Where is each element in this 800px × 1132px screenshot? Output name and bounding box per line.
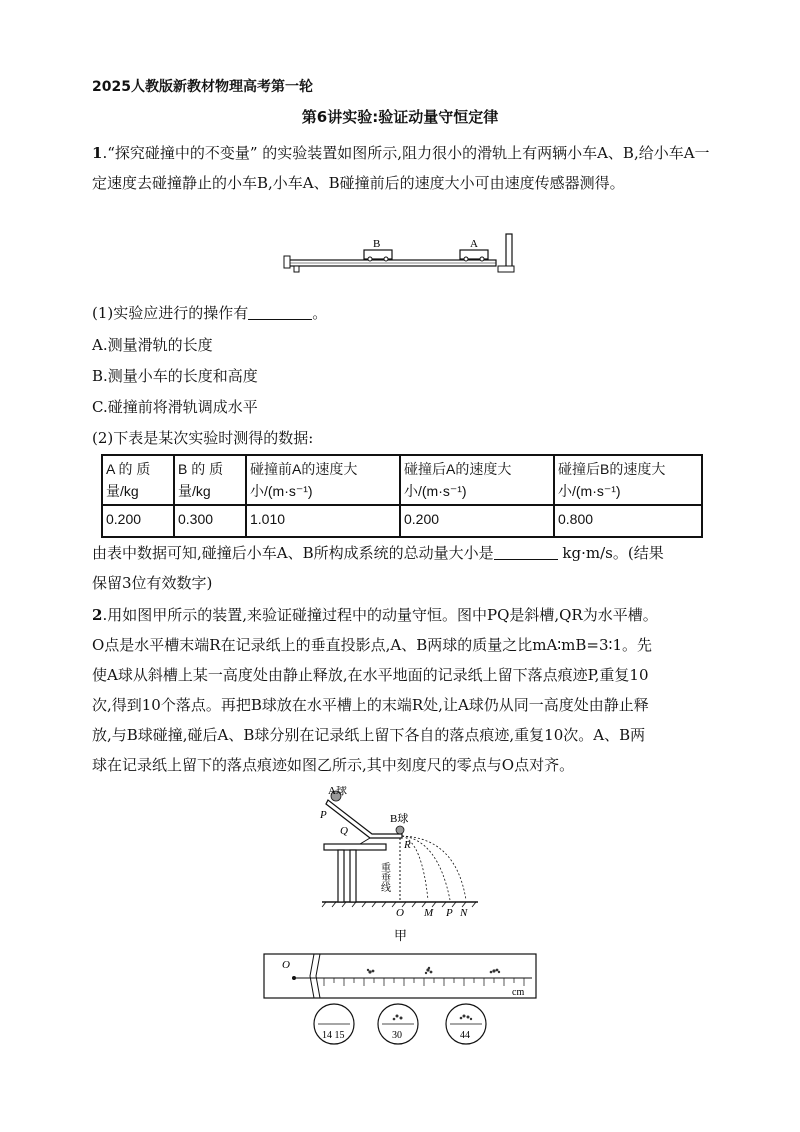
part-2-answer-note: 保留3位有效数字) — [92, 574, 213, 592]
figure-jia-caption: 甲 — [394, 928, 408, 943]
label-ball-b: B球 — [390, 813, 409, 825]
air-track-figure — [280, 228, 520, 280]
label-q: Q — [340, 825, 348, 837]
table-cell: 0.800 — [554, 505, 702, 537]
question-1-text — [92, 138, 710, 198]
magnifier-2 — [378, 1004, 418, 1044]
label-plumb-line: 重垂线 — [378, 862, 390, 892]
table-cell: 0.200 — [400, 505, 554, 537]
question-2-number: 2 — [92, 606, 103, 624]
table-header-cell: A 的 质 量/kg — [102, 455, 174, 505]
ruler-origin-label: O — [282, 959, 290, 971]
magnifier-3 — [446, 1004, 486, 1044]
table-row — [102, 505, 702, 537]
option-a: A.测量滑轨的长度 — [92, 336, 213, 354]
cart-a — [460, 250, 488, 261]
question-1-body: .“探究碰撞中的不变量” 的实验装置如图所示,阻力很小的滑轨上有两辆小车A、B,给小车A一定速度去碰撞静止的小车B,小车A、B碰撞前后的速度大小可由速度传感器测得。 — [92, 144, 710, 192]
table-header-cell: 碰撞后B的速度大 小/(m·s⁻¹) — [554, 455, 702, 505]
question-1-number: 1 — [92, 144, 103, 162]
table-header-cell: 碰撞后A的速度大 小/(m·s⁻¹) — [400, 455, 554, 505]
question-2-line-3: 使A球从斜槽上某一高度处由静止释放,在水平地面的记录纸上留下落点痕迹P,重复10 — [92, 666, 649, 684]
question-2-line-1: 2.用如图甲所示的装置,来验证碰撞过程中的动量守恒。图中PQ是斜槽,QR为水平槽。 — [92, 606, 658, 624]
table-header-cell: B 的 质 量/kg — [174, 455, 246, 505]
part-1-question: (1)实验应进行的操作有 。 — [92, 304, 328, 322]
label-n: N — [460, 907, 468, 919]
label-o: O — [396, 907, 404, 919]
figure-jia-apparatus — [310, 786, 490, 944]
data-table — [101, 454, 703, 538]
question-2-line-6: 球在记录纸上留下的落点痕迹如图乙所示,其中刻度尺的零点与O点对齐。 — [92, 756, 575, 774]
cart-b-label: B — [373, 238, 381, 250]
magnifier-2-label: 30 — [392, 1030, 402, 1041]
label-r: R — [404, 839, 411, 851]
series-header: 2025人教版新教材物理高考第一轮 — [92, 79, 313, 95]
question-2-line-4: 次,得到10个落点。再把B球放在水平槽上的末端R处,让A球仍从同一高度处由静止释 — [92, 696, 649, 714]
table-cell: 1.010 — [246, 505, 400, 537]
answer-blank-1[interactable] — [248, 305, 312, 320]
answer-blank-2[interactable] — [494, 545, 558, 560]
label-p: P — [446, 907, 453, 919]
cart-a-label: A — [470, 238, 478, 250]
lesson-title: 第6讲实验:验证动量守恒定律 — [301, 108, 499, 126]
option-c: C.碰撞前将滑轨调成水平 — [92, 398, 258, 416]
question-2-line-5: 放,与B球碰撞,碰后A、B球分别在记录纸上留下各自的落点痕迹,重复10次。A、B两 — [92, 726, 646, 744]
table-cell: 0.200 — [102, 505, 174, 537]
option-b: B.测量小车的长度和高度 — [92, 367, 258, 385]
table-header-row — [102, 455, 702, 505]
cart-b — [364, 250, 392, 261]
magnifier-3-label: 44 — [460, 1030, 470, 1041]
part-2-question: (2)下表是某次实验时测得的数据: — [92, 429, 314, 447]
ball-b — [396, 826, 404, 834]
label-ball-a: A球 — [328, 786, 347, 797]
magnifier-1-label: 14 15 — [322, 1030, 345, 1041]
part-2-answer-line: 由表中数据可知,碰撞后小车A、B所构成系统的总动量大小是 kg·m/s。(结果 — [92, 544, 664, 562]
ruler-unit-label: cm — [512, 987, 525, 998]
table-cell: 0.300 — [174, 505, 246, 537]
question-2-line-2: O点是水平槽末端R在记录纸上的垂直投影点,A、B两球的质量之比mA∶mB=3∶1。先 — [92, 636, 652, 654]
label-p-top: P — [320, 809, 327, 821]
magnifier-1 — [314, 1004, 354, 1044]
label-m: M — [424, 907, 434, 919]
table-header-cell: 碰撞前A的速度大 小/(m·s⁻¹) — [246, 455, 400, 505]
figure-yi-ruler — [262, 952, 542, 1048]
